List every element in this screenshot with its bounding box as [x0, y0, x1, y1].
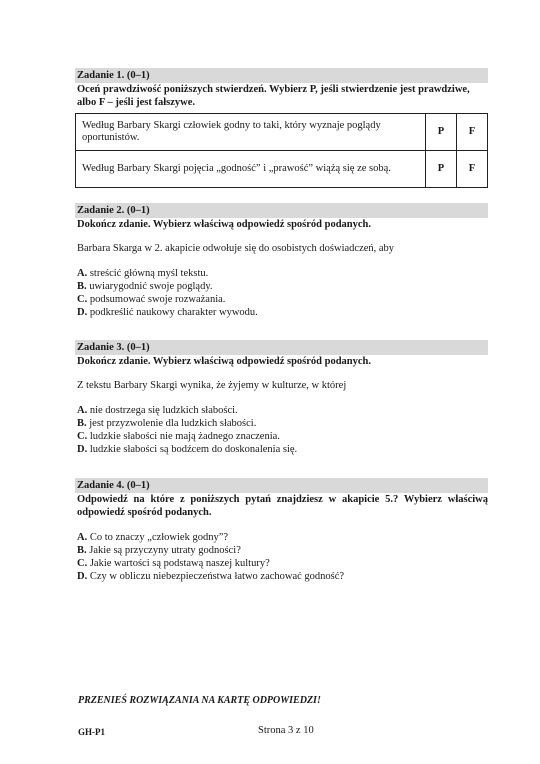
option-text: nie dostrzega się ludzkich słabości.: [89, 405, 238, 416]
task-4-header: Zadanie 4. (0–1): [75, 478, 488, 493]
true-option[interactable]: P: [426, 151, 457, 188]
option-letter: A.: [77, 405, 88, 416]
task-4-instruction: Odpowiedź na które z poniższych pytań znajdziesz w akapicie 5.? Wybierz właściwą odpowiedź spośród podanych.: [77, 494, 488, 518]
option-text: jest przyzwolenie dla ludzkich słabości.: [89, 418, 257, 429]
task-2-stem: Barbara Skarga w 2. akapicie odwołuje się do osobistych doświadczeń, aby: [77, 243, 395, 254]
true-option[interactable]: P: [426, 114, 457, 151]
option-a[interactable]: [75, 267, 488, 280]
task-2-options: [75, 267, 488, 319]
option-text: podsumować swoje rozważania.: [89, 294, 226, 305]
option-letter: B.: [77, 281, 87, 292]
table-row: [76, 114, 488, 151]
task-4: [75, 478, 488, 583]
page-number: Strona 3 z 10: [258, 725, 314, 736]
task-4-options: [75, 531, 488, 583]
option-letter: D.: [77, 571, 88, 582]
option-b[interactable]: [75, 280, 488, 293]
option-text: Jakie wartości są podstawą naszej kultury?: [89, 558, 270, 569]
option-d[interactable]: [75, 443, 488, 456]
transfer-answers-note: PRZENIEŚ ROZWIĄZANIA NA KARTĘ ODPOWIEDZI!: [78, 695, 321, 706]
option-a[interactable]: [75, 531, 488, 544]
option-c[interactable]: [75, 293, 488, 306]
task-2-header: Zadanie 2. (0–1): [75, 203, 488, 218]
option-b[interactable]: [75, 544, 488, 557]
option-text: ludzkie słabości są bodźcem do doskonalenia się.: [89, 444, 298, 455]
task-3: [75, 340, 488, 456]
true-false-table: [75, 113, 488, 188]
option-text: uwiarygodnić swoje poglądy.: [89, 281, 213, 292]
option-b[interactable]: [75, 417, 488, 430]
task-3-instruction: Dokończ zdanie. Wybierz właściwą odpowiedź spośród podanych.: [77, 356, 372, 367]
option-letter: B.: [77, 545, 87, 556]
option-text: ludzkie słabości nie mają żadnego znaczenia.: [89, 431, 280, 442]
table-row: [76, 151, 488, 188]
option-letter: A.: [77, 268, 88, 279]
statement-cell: Według Barbary Skargi człowiek godny to taki, który wyznaje poglądy oportunistów.: [76, 114, 426, 151]
task-3-options: [75, 404, 488, 456]
option-letter: A.: [77, 532, 88, 543]
statement-cell: Według Barbary Skargi pojęcia „godność” i „prawość” wiążą się ze sobą.: [76, 151, 426, 188]
option-text: podkreślić naukowy charakter wywodu.: [89, 307, 258, 318]
option-c[interactable]: [75, 557, 488, 570]
option-d[interactable]: [75, 570, 488, 583]
task-1-header: Zadanie 1. (0–1): [75, 68, 488, 83]
option-c[interactable]: [75, 430, 488, 443]
task-1: [75, 68, 488, 109]
option-letter: B.: [77, 418, 87, 429]
false-option[interactable]: F: [457, 114, 488, 151]
option-d[interactable]: [75, 306, 488, 319]
option-text: streścić główną myśl tekstu.: [89, 268, 209, 279]
option-letter: D.: [77, 307, 88, 318]
option-letter: D.: [77, 444, 88, 455]
task-3-header: Zadanie 3. (0–1): [75, 340, 488, 355]
task-2-instruction: Dokończ zdanie. Wybierz właściwą odpowiedź spośród podanych.: [77, 219, 372, 230]
option-a[interactable]: [75, 404, 488, 417]
exam-code: GH-P1: [78, 727, 105, 737]
task-2: [75, 203, 488, 319]
option-text: Jakie są przyczyny utraty godności?: [89, 545, 241, 556]
option-letter: C.: [77, 558, 88, 569]
task-1-instruction: Oceń prawdziwość poniższych stwierdzeń. Wybierz P, jeśli stwierdzenie jest prawdziwe, albo F – jeśli jest fałszywe.: [77, 84, 470, 108]
task-3-stem: Z tekstu Barbary Skargi wynika, że żyjemy w kulturze, w której: [77, 380, 347, 391]
false-option[interactable]: F: [457, 151, 488, 188]
option-text: Co to znaczy „człowiek godny”?: [89, 532, 229, 543]
option-text: Czy w obliczu niebezpieczeństwa łatwo zachować godność?: [89, 571, 345, 582]
option-letter: C.: [77, 431, 88, 442]
option-letter: C.: [77, 294, 88, 305]
